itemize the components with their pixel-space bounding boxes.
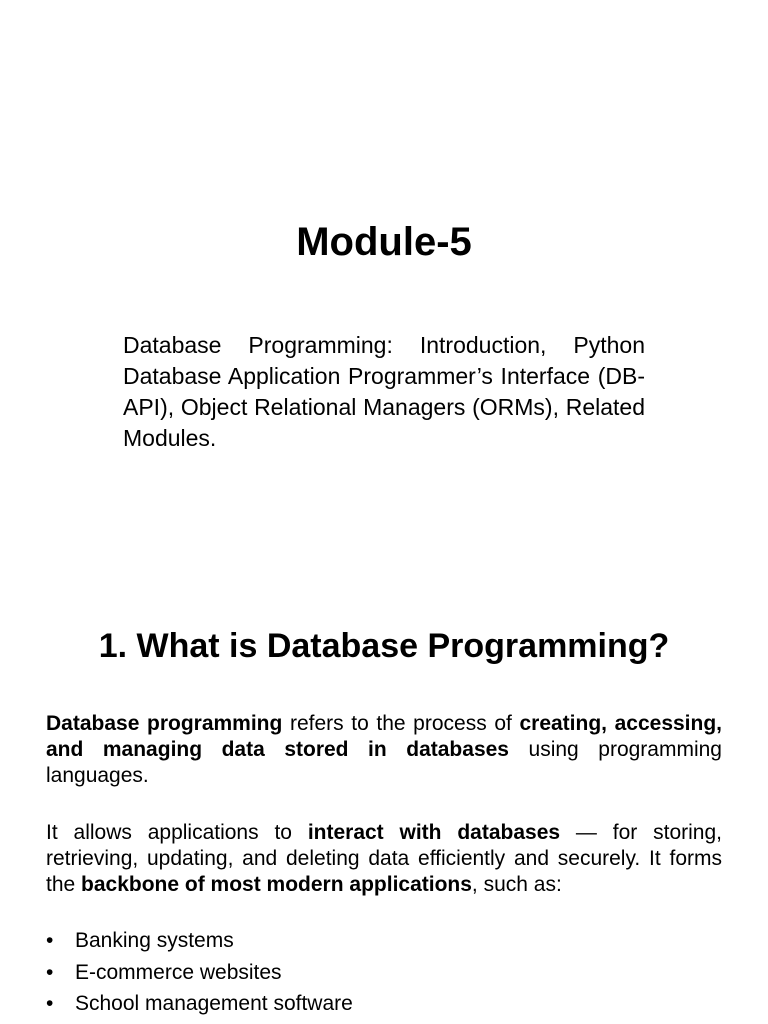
bullet-icon: •: [46, 929, 54, 952]
module-title: Module-5: [296, 220, 472, 264]
paragraph-text: It allows applications to: [46, 821, 308, 844]
definition-paragraph: [46, 711, 722, 789]
bold-term: Database programming: [46, 712, 283, 735]
list-item: [46, 991, 722, 1023]
list-item: [46, 928, 722, 960]
list-item-label: School management software: [75, 992, 353, 1015]
paragraph-text: using programming languages.: [46, 738, 722, 787]
list-item-label: E-commerce websites: [75, 960, 282, 984]
bold-phrase: backbone of most modern applications: [81, 873, 472, 896]
paragraph-text: refers to the process of: [282, 712, 520, 735]
examples-list: [46, 928, 722, 1023]
module-description: Database Programming: Introduction, Python Database Application Programmer’s Interface (DB-API), Object Relational Managers (ORMs), Related Modules.: [123, 332, 645, 451]
section-heading: 1. What is Database Programming?: [98, 627, 670, 665]
list-item-label: Banking systems: [75, 929, 234, 952]
bold-phrase: interact with databases: [307, 821, 561, 844]
purpose-paragraph: [46, 820, 722, 898]
list-item: [46, 960, 722, 992]
paragraph-text: — for storing, retrieving, updating, and deleting data efficiently and securely. It forms the: [46, 821, 722, 896]
bold-phrase: creating, accessing, and managing data stored in databases: [46, 712, 723, 761]
bullet-icon: •: [46, 960, 54, 984]
slide-database-programming: [0, 512, 768, 1024]
paragraph-text: , such as:: [471, 873, 562, 896]
bullet-icon: •: [46, 992, 54, 1015]
